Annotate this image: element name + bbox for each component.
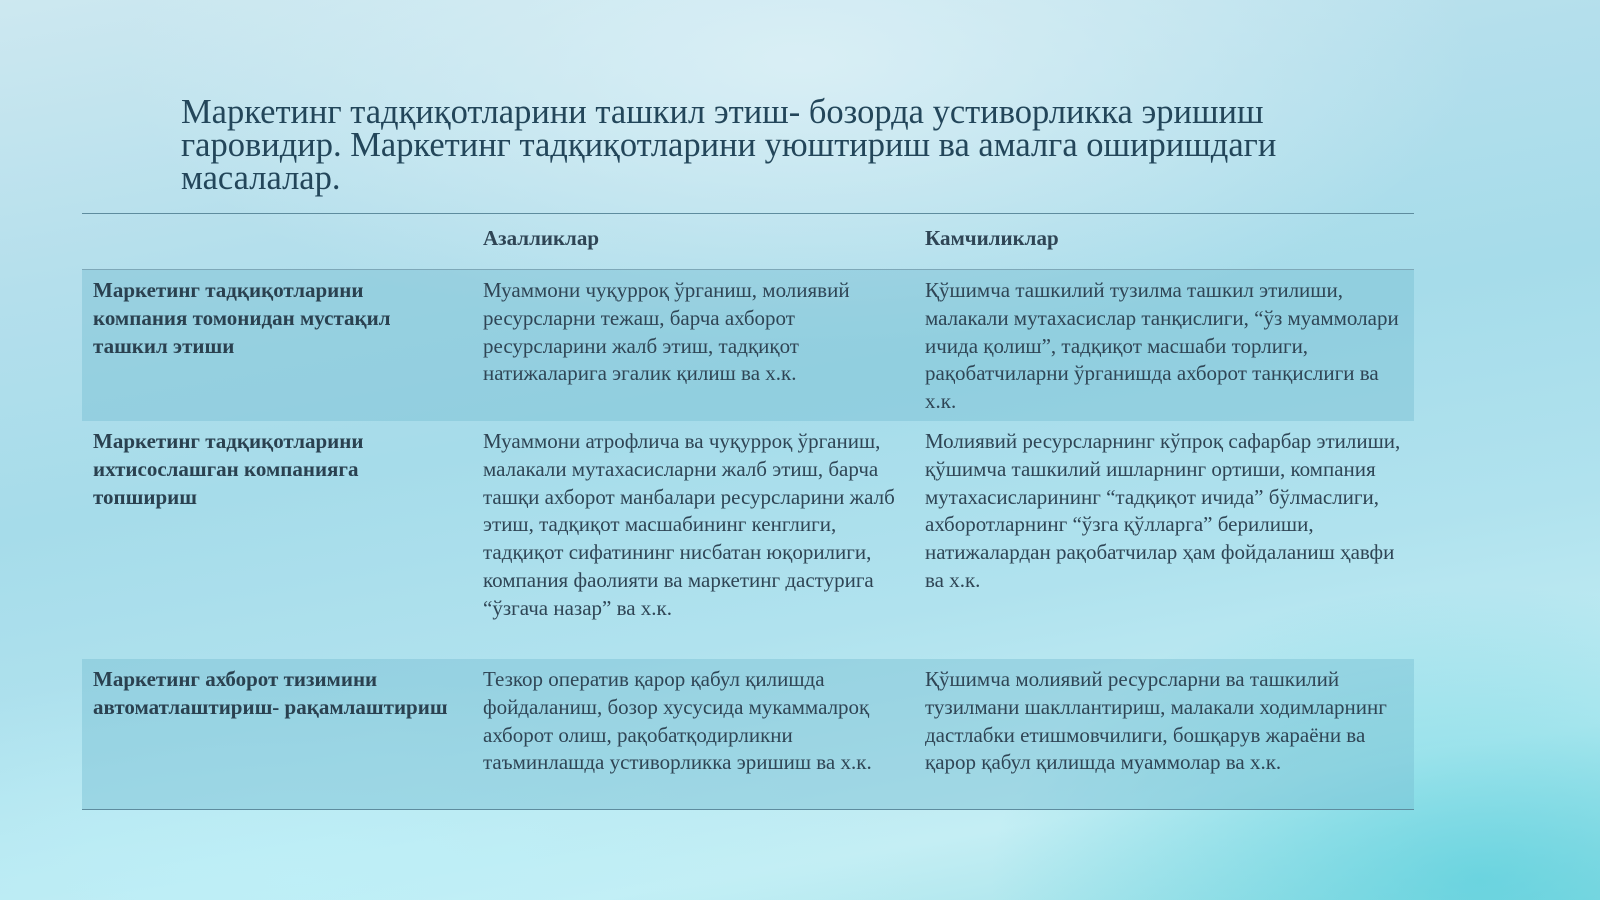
disadvantages-cell: Қўшимча ташкилий тузилма ташкил этилиши, малакали мутахасислар танқислиги, “ўз муаммолари ичида қолиш”, тадқиқот масшаби торлиги, рақобатчиларни ўрганишда ахборот танқислиги ва х.к. — [925, 278, 1399, 414]
slide-title: Маркетинг тадқиқотларини ташкил этиш- бозорда устиворликка эришиш гаровидир. Маркетинг тадқиқотларини уюштириш ва амалга оширишдаги масалалар. — [181, 93, 1277, 197]
table-row — [82, 421, 1414, 659]
disadvantages-cell: Молиявий ресурсларнинг кўпроқ сафарбар этилиши, қўшимча ташкилий ишларнинг ортиши, компания мутахасисларининг “тадқиқот ичида” бўлмаслиги, ахборотларнинг “ўзга қўлларга” берилиши, натижалардан рақобатчилар ҳам фойдаланиш ҳавфи ва х.к. — [925, 429, 1401, 592]
comparison-table — [82, 213, 1414, 810]
row-header: Маркетинг тадқиқотларини компания томонидан мустақил ташкил этиши — [93, 278, 391, 358]
advantages-cell: Тезкор оператив қарор қабул қилишда фойдаланиш, бозор хусусида мукаммалроқ ахборот олиш, рақобатқодирликни таъминлашда устиворликка эришиш ва х.к. — [483, 667, 872, 775]
advantages-cell: Муаммони атрофлича ва чуқурроқ ўрганиш, малакали мутахасисларни жалб этиш, барча ташқи ахборот манбалари ресурсларини жалб этиш, тадқиқот масшабининг кенглиги, тадқиқот сифатининг нисбатан юқорилиги, компания фаолияти ва маркетинг дастурига “ўзгача назар” ва х.к. — [483, 429, 895, 620]
column-header-advantages: Азалликлар — [483, 226, 600, 250]
row-header: Маркетинг тадқиқотларини ихтисослашган компанияга топшириш — [93, 429, 364, 509]
column-header-empty — [82, 214, 472, 269]
disadvantages-cell: Қўшимча молиявий ресурсларни ва ташкилий тузилмани шакллантириш, малакали ходимларнинг дастлабки етишмовчилиги, бошқарув жараёни ва қарор қабул қилишда муаммолар ва х.к. — [925, 667, 1387, 775]
column-header-disadvantages: Камчиликлар — [925, 226, 1059, 250]
advantages-cell: Муаммони чуқурроқ ўрганиш, молиявий ресурсларни тежаш, барча ахборот ресурсларини жалб этиш, тадқиқот натижаларига эгалик қилиш ва х.к. — [483, 278, 850, 386]
table-row — [82, 270, 1414, 421]
table-row — [82, 659, 1414, 809]
table-header-row — [82, 214, 1414, 270]
row-header: Маркетинг ахборот тизимини автоматлаштириш- рақамлаштириш — [93, 667, 448, 719]
